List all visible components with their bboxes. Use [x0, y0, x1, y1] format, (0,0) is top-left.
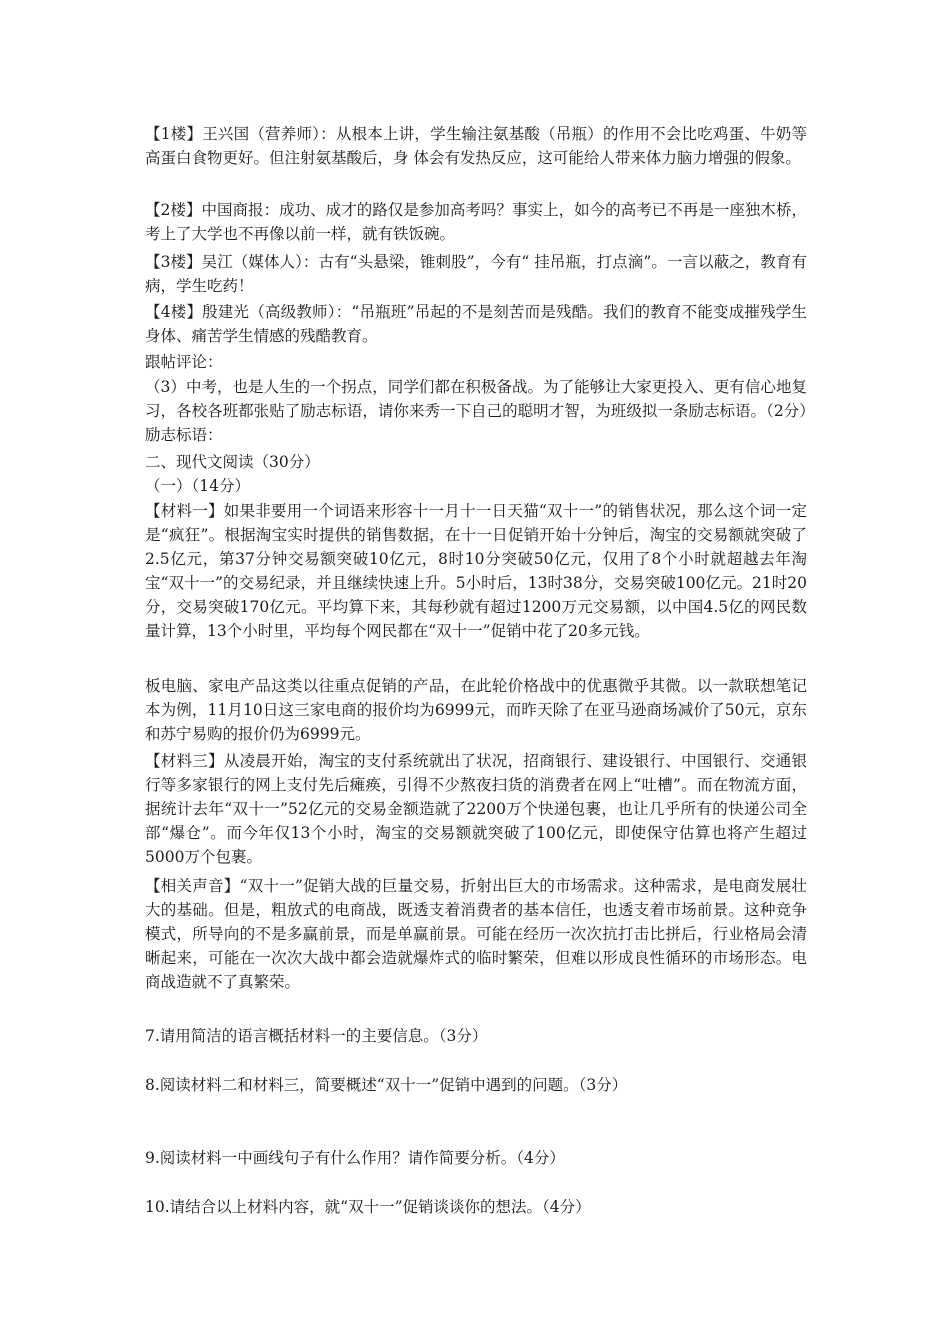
forum-floor-4: 【4楼】殷建光（高级教师）：“吊瓶班”吊起的不是刻苦而是残酷。我们的教育不能变成摧残学生身体、痛苦学生情感的残酷教育。 [145, 303, 807, 345]
forum-floor-2: 【2楼】中国商报：成功、成才的路仅是参加高考吗？事实上，如今的高考已不再是一座独木桥，考上了大学也不再像以前一样，就有铁饭碗。 [145, 201, 807, 243]
material-three: 【材料三】从凌晨开始，淘宝的支付系统就出了状况，招商银行、建设银行、中国银行、交通银行等多家银行的网上支付先后瘫痪，引得不少熬夜扫货的消费者在网上“吐槽”。而在物流方面，据统计去年“双十一”52亿元的交易金额造就了2200万个快递包裹，也让几乎所有的快递公司全部“爆仓”。而今年仅13个小时，淘宝的交易额就突破了100亿元，即使保守估算也将产生超过5000万个包裹。 [145, 752, 807, 866]
forum-floor-3: 【3楼】吴江（媒体人）：古有“头悬梁，锥刺股”，今有“ 挂吊瓶，打点滴”。一言以蔽之，教育有病，学生吃药！ [145, 253, 807, 295]
related-voice: 【相关声音】“双十一”促销大战的巨量交易，折射出巨大的市场需求。这种需求，是电商发展壮大的基础。但是，粗放式的电商战，既透支着消费者的基本信任，也透支着市场前景。这种竞争模式，所导向的不是多赢前景，而是单赢前景。可能在经历一次次抗打击比拼后，行业格局会清晰起来，可能在一次次大战中都会造就爆炸式的临时繁荣，但难以形成良性循环的市场形态。电商战造就不了真繁荣。 [145, 877, 807, 991]
question-7: 7.请用简洁的语言概括材料一的主要信息。（3分） [145, 1027, 488, 1045]
question-9: 9.阅读材料一中画线句子有什么作用？请作简要分析。（4分） [145, 1149, 565, 1167]
section-heading: 二、现代文阅读（30分） [145, 453, 320, 471]
material-one: 【材料一】如果非要用一个词语来形容十一月十一日天猫“双十一”的销售状况，那么这个词一定是“疯狂”。根据淘宝实时提供的销售数据，在十一日促销开始十分钟后，淘宝的交易额就突破了2.5亿元，第37分钟交易额突破10亿元，8时10分突破50亿元，仅用了8个小时就超越去年淘宝“双十一”的交易纪录，并且继续快速上升。5小时后，13时38分，交易突破100亿元。21时20分，交易突破170亿元。平均算下来，其每秒就有超过1200万元交易额，以中国4.5亿的网民数量计算，13个小时里，平均每个网民都在“双十一”促销中花了20多元钱。 [145, 502, 807, 640]
question-10: 10.请结合以上材料内容，就“双十一”促销谈谈你的想法。（4分） [145, 1198, 591, 1216]
question-8: 8.阅读材料二和材料三，简要概述“双十一”促销中遇到的问题。（3分） [145, 1076, 628, 1094]
comment-label: 跟帖评论： [145, 353, 223, 371]
material-two: 板电脑、家电产品这类以往重点促销的产品，在此轮价格战中的优惠微乎其微。以一款联想笔记本为例，11月10日这三家电商的报价均为6999元，而昨天除了在亚马逊商场减价了50元，京东和苏宁易购的报价仍为6999元。 [145, 677, 807, 743]
question-3: （3）中考，也是人生的一个拐点，同学们都在积极备战。为了能够让大家更投入、更有信心地复习，各校各班都张贴了励志标语，请你来秀一下自己的聪明才智，为班级拟一条励志标语。（2分）励志标语： [145, 378, 807, 444]
forum-floor-1: 【1楼】王兴国（营养师）：从根本上讲，学生输注氨基酸（吊瓶）的作用不会比吃鸡蛋、牛奶等高蛋白食物更好。但注射氨基酸后，身 体会有发热反应，这可能给人带来体力脑力增强的假象。 [145, 125, 807, 167]
subsection-heading: （一）（14分） [145, 477, 250, 495]
